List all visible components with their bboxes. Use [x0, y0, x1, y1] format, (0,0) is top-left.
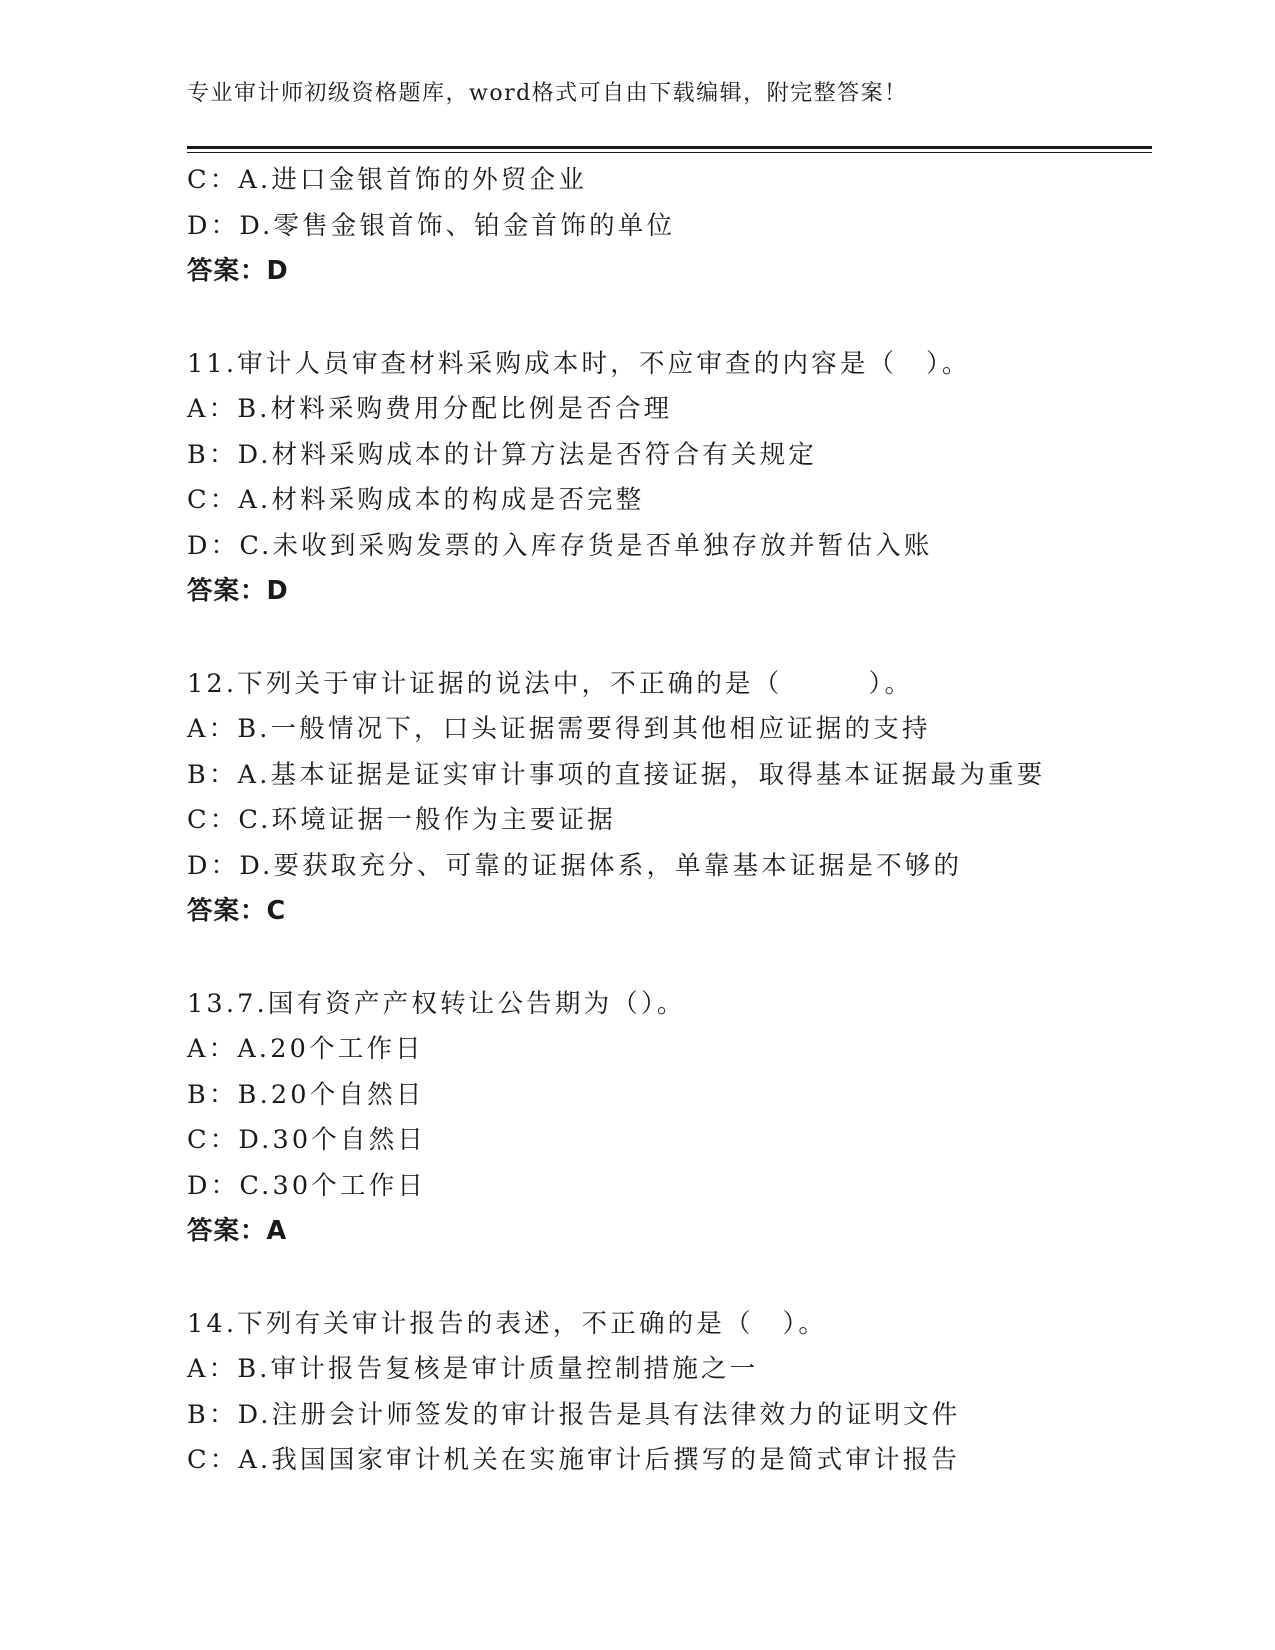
- option-line: B：D.注册会计师签发的审计报告是具有法律效力的证明文件: [187, 1399, 961, 1430]
- spacer: [187, 935, 1152, 982]
- answer-line: 答案：C: [187, 896, 287, 926]
- header-rule: [187, 146, 1152, 149]
- question-list: [187, 158, 1152, 1484]
- option-line: B：D.材料采购成本的计算方法是否符合有关规定: [187, 439, 817, 470]
- spacer: [187, 295, 1152, 342]
- spacer: [187, 1255, 1152, 1302]
- option-line: B：A.基本证据是证实审计事项的直接证据，取得基本证据最为重要: [187, 759, 1046, 790]
- option-line: A：A.20个工作日: [187, 1034, 424, 1064]
- option-line: C：A.材料采购成本的构成是否完整: [187, 485, 645, 515]
- answer-line: 答案：A: [187, 1216, 288, 1246]
- question-block: [187, 342, 1152, 615]
- option-line: C：A.我国国家审计机关在实施审计后撰写的是简式审计报告: [187, 1445, 961, 1475]
- option-line: A：B.一般情况下，口头证据需要得到其他相应证据的支持: [187, 714, 931, 744]
- question-block: [187, 982, 1152, 1255]
- option-line: D：C.未收到采购发票的入库存货是否单独存放并暂估入账: [187, 530, 933, 561]
- option-line: B：B.20个自然日: [187, 1079, 425, 1110]
- question-block: [187, 158, 1152, 295]
- answer-line: 答案：D: [187, 256, 289, 286]
- question-block: [187, 662, 1152, 935]
- option-line: C：A.进口金银首饰的外贸企业: [187, 165, 588, 195]
- question-title: 14.下列有关审计报告的表述，不正确的是（ ）。: [187, 1308, 828, 1339]
- question-block: [187, 1302, 1152, 1484]
- answer-line: 答案：D: [187, 576, 289, 606]
- option-line: D：C.30个工作日: [187, 1170, 427, 1201]
- question-title: 11.审计人员审查材料采购成本时，不应审查的内容是（ ）。: [187, 348, 971, 379]
- spacer: [187, 615, 1152, 662]
- question-title: 12.下列关于审计证据的说法中，不正确的是（ ）。: [187, 668, 914, 699]
- question-title: 13.7.国有资产产权转让公告期为（）。: [187, 988, 686, 1019]
- option-line: C：C.环境证据一般作为主要证据: [187, 805, 616, 835]
- option-line: A：B.审计报告复核是审计质量控制措施之一: [187, 1354, 759, 1384]
- option-line: D：D.零售金银首饰、铂金首饰的单位: [187, 210, 676, 241]
- option-line: D：D.要获取充分、可靠的证据体系，单靠基本证据是不够的: [187, 850, 963, 881]
- page-header: 专业审计师初级资格题库，word格式可自由下载编辑，附完整答案！: [187, 81, 908, 106]
- option-line: A：B.材料采购费用分配比例是否合理: [187, 394, 673, 424]
- option-line: C：D.30个自然日: [187, 1125, 427, 1155]
- header-rule-thin: [187, 152, 1152, 153]
